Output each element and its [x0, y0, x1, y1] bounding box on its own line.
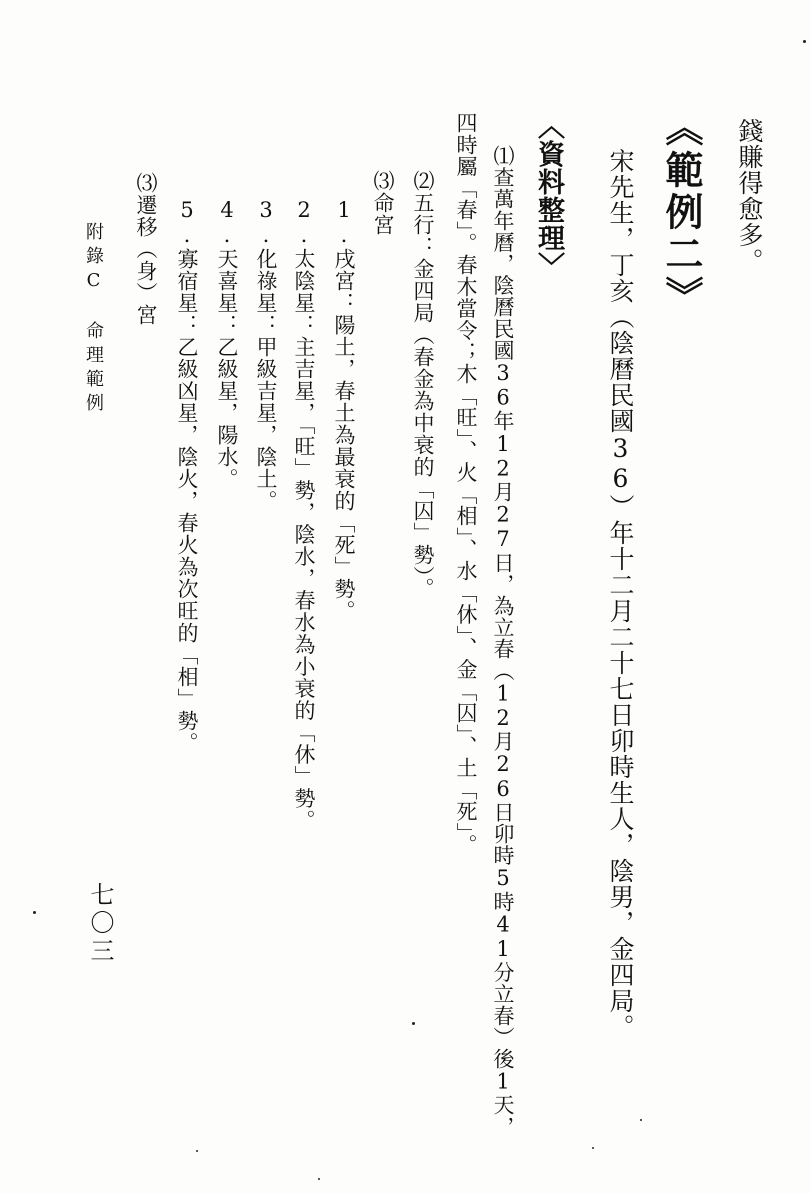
example-title: 《範例二》: [659, 108, 704, 318]
sub-item-3: 3.化祿星：甲級吉星，陰土。: [254, 198, 278, 512]
print-speck: [803, 40, 806, 43]
intro-line: 錢賺得愈多。: [735, 118, 764, 274]
subject-line: 宋先生，丁亥（陰曆民國36）年十二月二十七日卯時生人，陰男，金四局。: [606, 148, 635, 1040]
section-title: 〈資料整理〉: [533, 112, 564, 280]
item2: ⑵五行：金四局（春金為中衰的「囚」勢）。: [411, 170, 435, 600]
item1-line2: 四時屬「春」。春木當令；木「旺」、火「相」、水「休」、金「囚」、土「死」。: [454, 112, 478, 856]
sub-item-1: 1.戌宮：陽土，春土為最衰的「死」勢。: [332, 198, 356, 622]
print-speck: [33, 911, 36, 914]
print-speck: [318, 1178, 320, 1180]
footer-text: 附錄C 命理範例: [83, 222, 104, 417]
item3-title: ⑶命宮: [371, 170, 395, 236]
page-number: 七〇三: [86, 882, 114, 966]
print-speck: [592, 1147, 594, 1149]
item4-title: ⑶遷移（身）宮: [134, 172, 158, 326]
sub-item-5: 5.寡宿星：乙級凶星，陰火，春火為次旺的「相」勢。: [175, 198, 199, 754]
item1-line1: ⑴查萬年曆，陰曆民國36年12月27日，為立春（12月26日卯時5時41分立春）後1天，: [491, 145, 515, 1138]
sub-item-4: 4.天喜星：乙級星，陽水。: [215, 198, 239, 490]
sub-item-2: 2.太陰星：主吉星，「旺」勢，陰水，春水為小衰的「休」勢。: [292, 198, 316, 832]
print-speck: [196, 1150, 198, 1152]
print-speck: [412, 1022, 415, 1025]
print-speck: [640, 1119, 642, 1121]
